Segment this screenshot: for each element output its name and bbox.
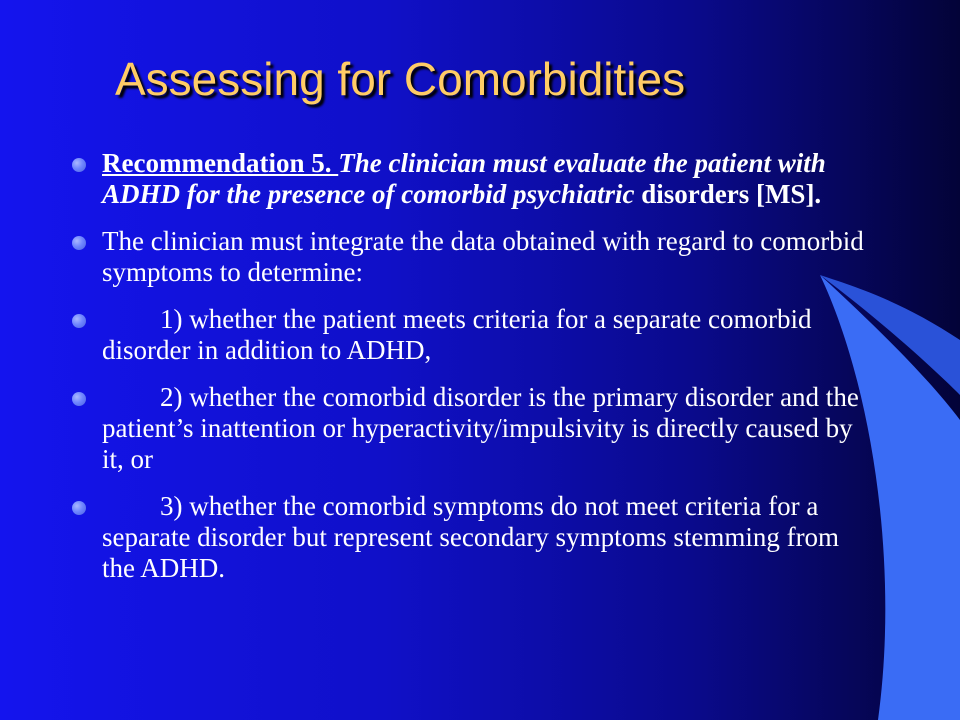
bullet-dot-icon — [72, 236, 86, 250]
bullet-recommendation — [72, 148, 872, 210]
recommendation-tail: disorders [MS]. — [634, 179, 822, 209]
bullet-dot-icon — [72, 392, 86, 406]
bullet-criterion-1 — [72, 304, 872, 366]
bullet-text: 1) whether the patient meets criteria for a separate comorbid disorder in addition to ADHD, — [102, 304, 812, 365]
recommendation-text: The clinician must evaluate the patient with ADHD for the presence of comorbid psychiatric — [102, 148, 826, 209]
recommendation-label: Recommendation 5. — [102, 148, 339, 178]
bullet-text: The clinician must integrate the data obtained with regard to comorbid symptoms to determine: — [102, 226, 864, 287]
bullet-dot-icon — [72, 314, 86, 328]
bullet-dot-icon — [72, 501, 86, 515]
bullet-text: 2) whether the comorbid disorder is the primary disorder and the patient’s inattention or hyperactivity/impulsivity is directly caused by it, or — [102, 382, 859, 474]
slide-title: Assessing for Comorbidities — [115, 53, 686, 105]
bullet-criterion-2 — [72, 382, 872, 475]
bullet-integrate — [72, 226, 872, 288]
bullet-text: 3) whether the comorbid symptoms do not meet criteria for a separate disorder but represent secondary symptoms stemming from the ADHD. — [102, 491, 840, 583]
bullet-criterion-3 — [72, 491, 872, 584]
bullet-list — [72, 148, 872, 600]
bullet-dot-icon — [72, 158, 86, 172]
